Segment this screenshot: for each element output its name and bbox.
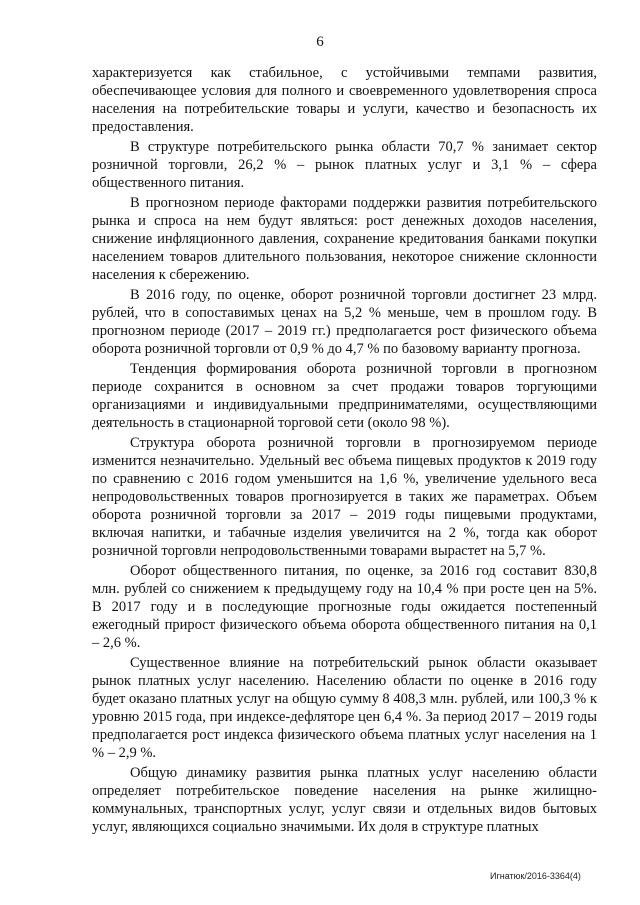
paragraph-support-factors: В прогнозном периоде факторами поддержки развития потребительского рынка и спроса на нем будут являться: рост денежных доходов населения, снижение инфляционного давления, сохранение кредитования банками покупки населением товаров длительного пользования, некоторое снижение склонности населения к сбережению. [92,195,597,283]
paragraph-retail-structure: Структура оборота розничной торговли в прогнозируемом периоде изменится незначительно. Удельный вес объема пищевых продуктов к 2019 году по сравнению с 2016 годом уменьшится на 1,6 %, увеличение удельного веса непродовольственных товаров прогнозируется в таких же параметрах. Объем оборота розничной торговли за 2017 – 2019 годы пищевыми продуктами, включая напитки, и табачные изделия увеличится на 2 %, тогда как оборот розничной торговли непродовольственными товарами вырастет на 5,7 %. [92,435,597,559]
paragraph-catering: Оборот общественного питания, по оценке, за 2016 год составит 830,8 млн. рублей со снижением к предыдущему году на 10,4 % при росте цен на 5%. В 2017 году и в последующие прогнозные годы ожидается постепенный ежегодный прирост физического объема оборота общественного питания на 0,1 – 2,6 %. [92,563,597,651]
paragraph-paid-services: Существенное влияние на потребительский рынок области оказывает рынок платных услуг населению. Населению области по оценке в 2016 году будет оказано платных услуг на общую сумму 8 408,3 млн. рублей, или 100,3 % к уровню 2015 года, при индексе-дефляторе цен 6,4 %. За период 2017 – 2019 годы предполагается рост индекса физического объема платных услуг населения на 1 % – 2,9 %. [92,655,597,761]
page-number: 6 [316,34,324,50]
document-body [92,64,597,838]
paragraph-continuation: характеризуется как стабильное, с устойчивыми темпами развития, обеспечивающее условия для полного и своевременного удовлетворения спроса населения на потребительские товары и услуги, качество и безопасность их предоставления. [92,65,597,135]
paragraph-market-structure: В структуре потребительского рынка области 70,7 % занимает сектор розничной торговли, 26,2 % – рынок платных услуг и 3,1 % – сфера общественного питания. [92,139,597,191]
document-footer-code: Игнатюк/2016-3364(4) [490,871,581,881]
paragraph-retail-turnover-2016: В 2016 году, по оценке, оборот розничной торговли достигнет 23 млрд. рублей, что в сопоставимых ценах на 5,2 % меньше, чем в прошлом году. В прогнозном периоде (2017 – 2019 гг.) предполагается рост физического объема оборота розничной торговли от 0,9 % до 4,7 % по базовому варианту прогноза. [92,287,597,357]
paragraph-retail-trend: Тенденция формирования оборота розничной торговли в прогнозном периоде сохранится в основном за счет продажи товаров торгующими организациями и индивидуальными предпринимателями, осуществляющими деятельность в стационарной торговой сети (около 98 %). [92,361,597,431]
paragraph-services-dynamics: Общую динамику развития рынка платных услуг населению области определяет потребительское поведение населения на рынке жилищно-коммунальных, транспортных услуг, услуг связи и отдельных видов бытовых услуг, являющихся социально значимыми. Их доля в структуре платных [92,765,597,835]
